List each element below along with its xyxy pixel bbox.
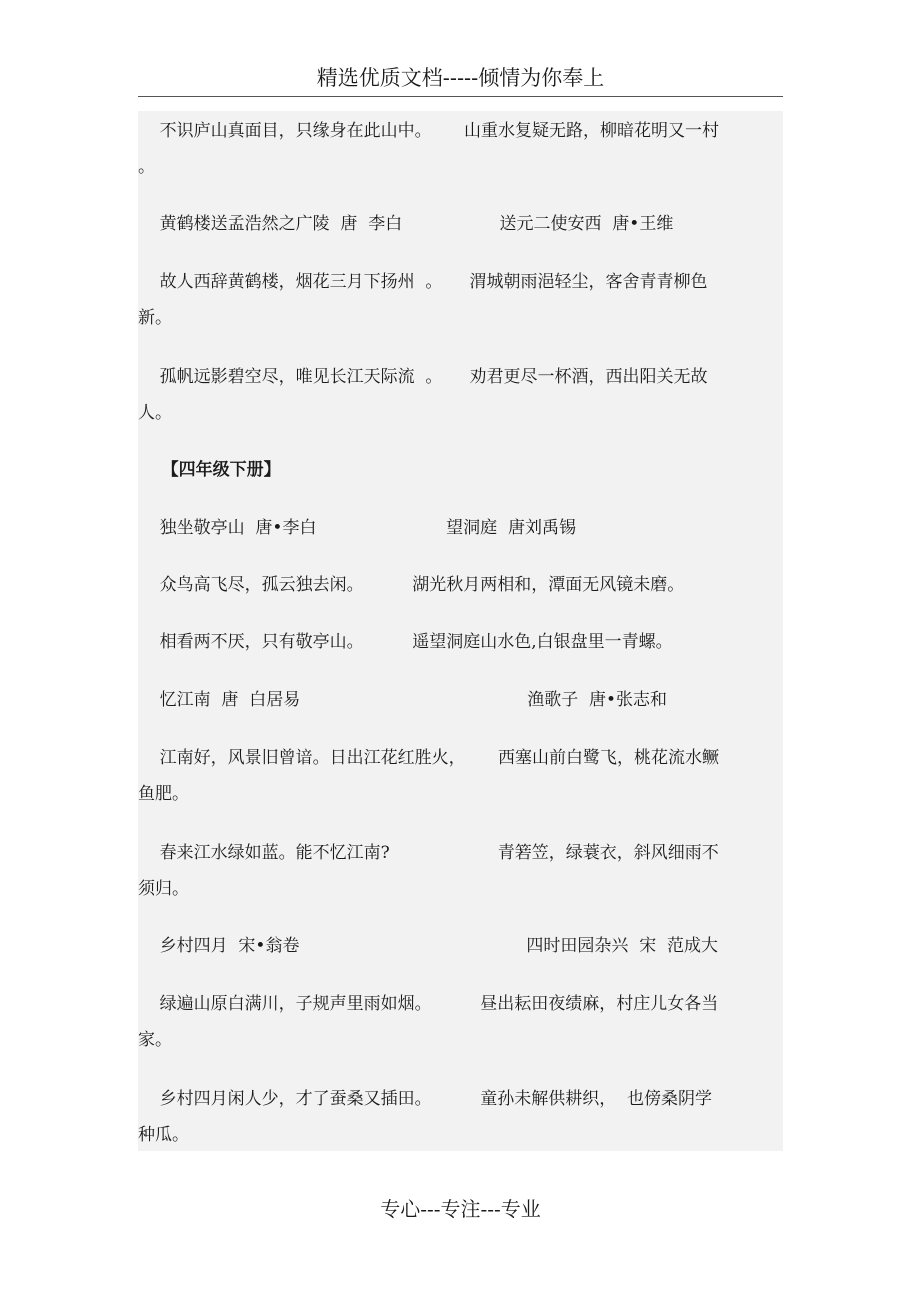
text-line: 。 [138, 157, 155, 177]
text-line: 相看两不厌，只有敬亭山。 遥望洞庭山水色,白银盘里一青螺。 [138, 632, 673, 652]
text-line: 人。 [138, 403, 172, 423]
text-line: 江南好，风景旧曾谙。日出江花红胜火， 西塞山前白鹭飞，桃花流水鳜 [138, 748, 720, 768]
header-divider [138, 96, 783, 97]
text-line: 黄鹤楼送孟浩然之广陵 唐 李白 送元二使安西 唐•王维 [138, 214, 674, 234]
text-line: 春来江水绿如蓝。能不忆江南? 青箬笠，绿蓑衣，斜风细雨不 [138, 843, 719, 863]
page-header: 精选优质文档-----倾情为你奉上 [316, 66, 605, 90]
text-line: 须归。 [138, 879, 189, 899]
text-line: 家。 [138, 1030, 172, 1050]
text-line: 孤帆远影碧空尽，唯见长江天际流 。 劝君更尽一杯酒，西出阳关无故 [138, 367, 708, 387]
text-line: 种瓜。 [138, 1125, 189, 1145]
text-line: 不识庐山真面目，只缘身在此山中。 山重水复疑无路，柳暗花明又一村 [138, 121, 720, 141]
text-line: 绿遍山原白满川，子规声里雨如烟。 昼出耘田夜绩麻，村庄儿女各当 [138, 994, 719, 1014]
text-line: 故人西辞黄鹤楼，烟花三月下扬州 。 渭城朝雨浥轻尘，客舍青青柳色 [138, 272, 708, 292]
text-line: 独坐敬亭山 唐•李白 望洞庭 唐刘禹锡 [138, 518, 576, 538]
text-line: 鱼肥。 [138, 784, 189, 804]
document-body [138, 111, 783, 1151]
text-line: 乡村四月闲人少，才了蚕桑又插田。 童孙未解供耕织， 也傍桑阴学 [138, 1089, 713, 1109]
page-footer: 专心---专注---专业 [380, 1197, 541, 1221]
text-line: 众鸟高飞尽，孤云独去闲。 湖光秋月两相和，潭面无风镜未磨。 [138, 575, 685, 595]
text-line: 乡村四月 宋•翁卷 四时田园杂兴 宋 范成大 [138, 936, 719, 956]
text-line: 忆江南 唐 白居易 渔歌子 唐•张志和 [138, 690, 668, 710]
text-line: 新。 [138, 308, 172, 328]
section-heading: 【四年级下册】 [138, 460, 281, 480]
